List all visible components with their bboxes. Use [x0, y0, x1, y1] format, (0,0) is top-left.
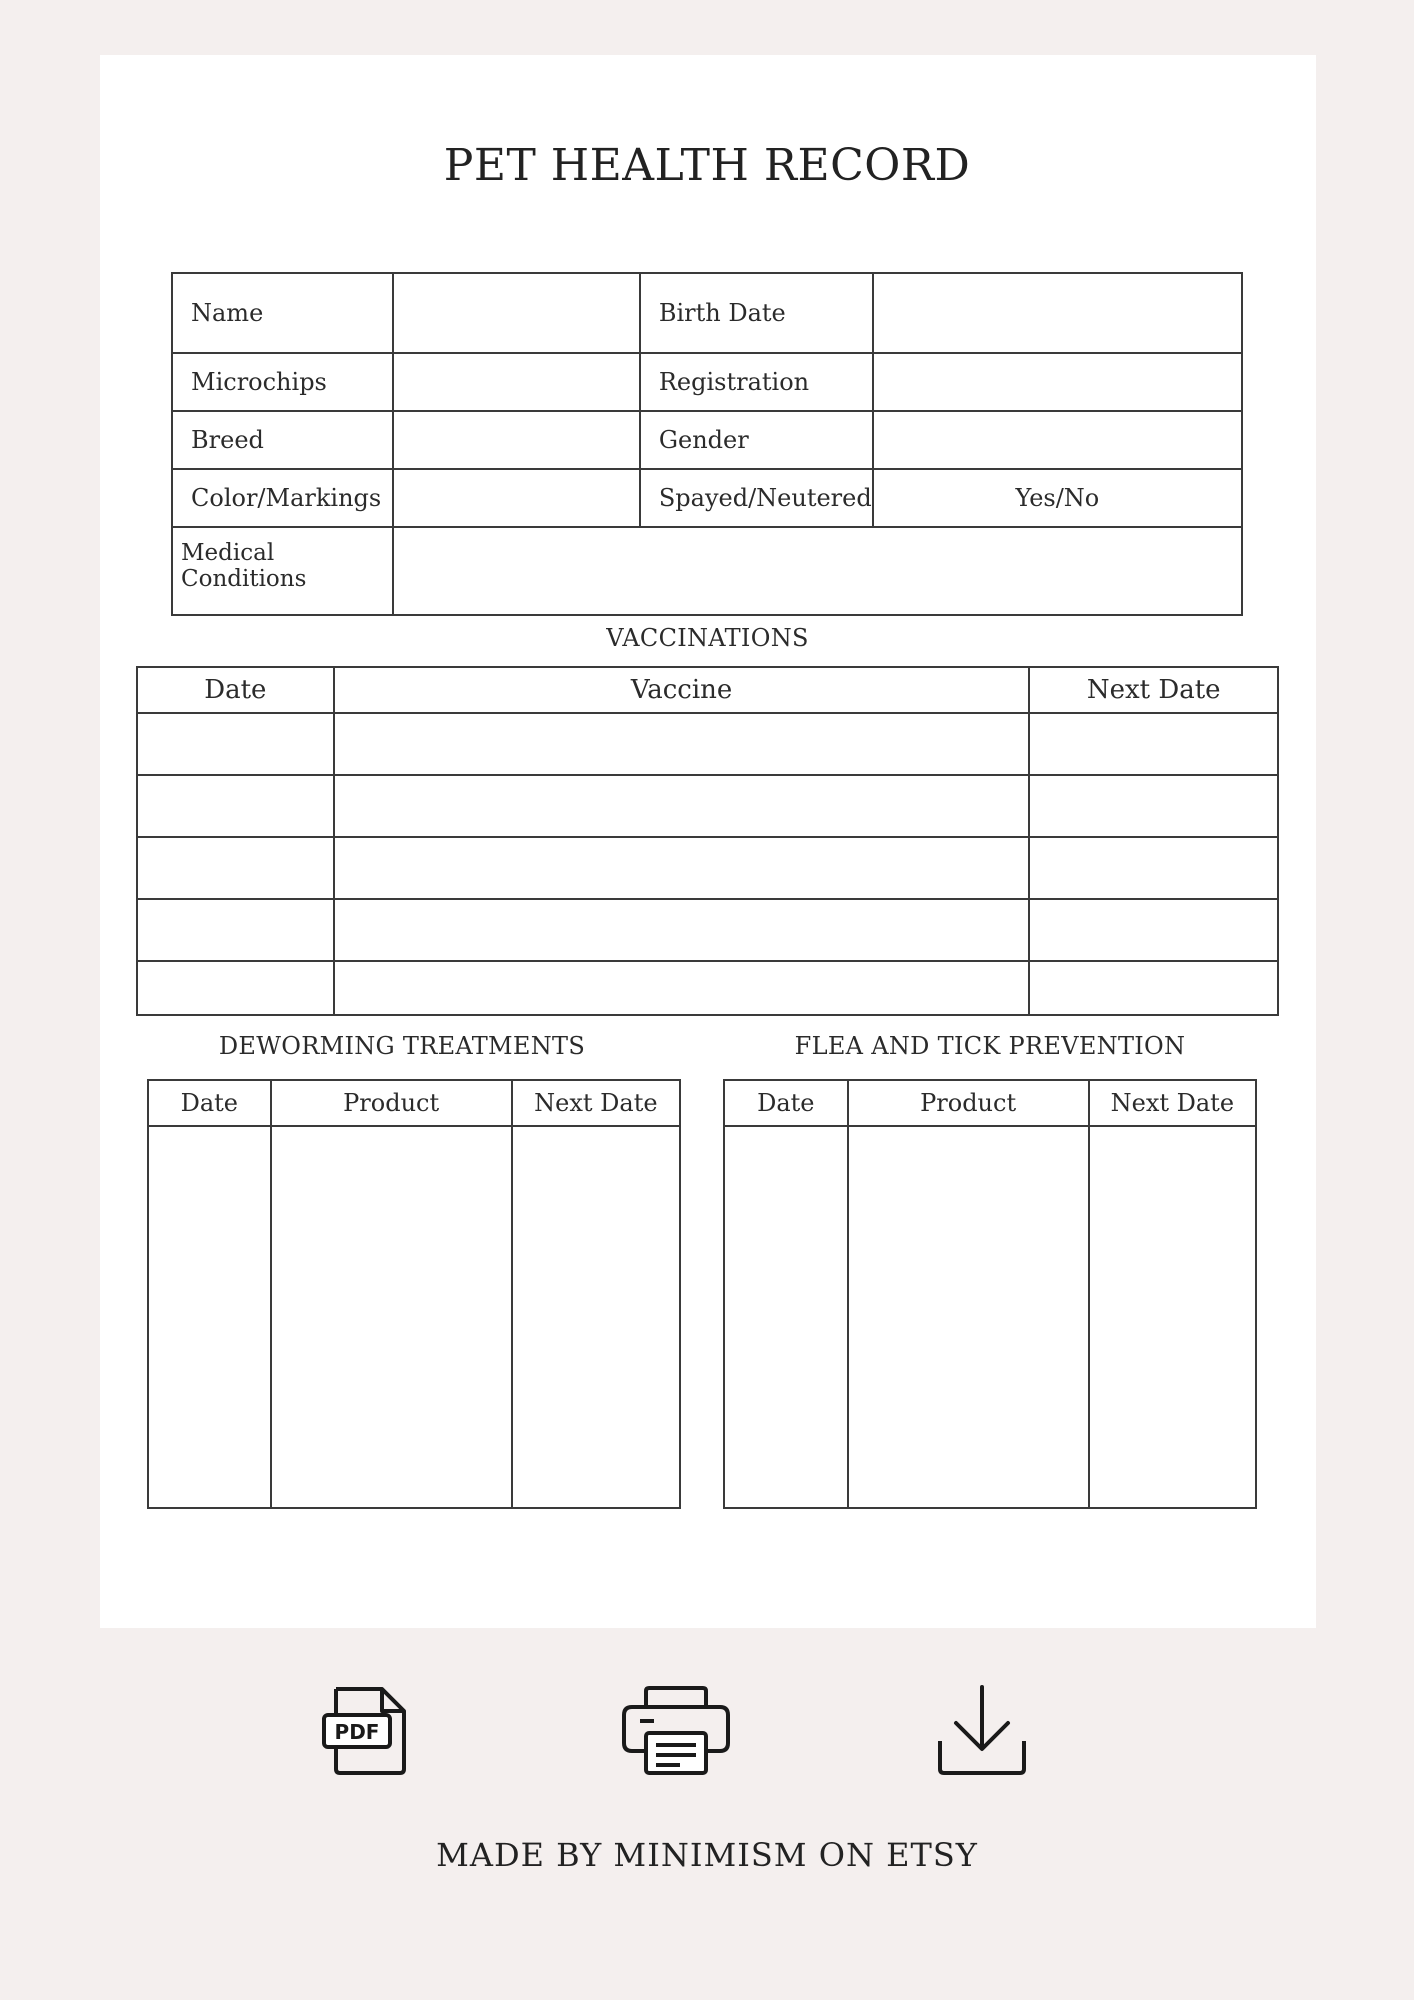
footer-credit: MADE BY MINIMISM ON ETSY — [436, 1836, 978, 1874]
feature-icons — [0, 1685, 1414, 1785]
vaccinations-title: VACCINATIONS — [606, 624, 809, 652]
vaccinations-table — [136, 666, 1279, 1016]
vacc-cell[interactable] — [1029, 775, 1278, 837]
vacc-cell[interactable] — [137, 713, 334, 775]
flea-product-cell[interactable] — [848, 1126, 1089, 1508]
flea-product-header: Product — [848, 1080, 1089, 1126]
breed-label: Breed — [172, 411, 393, 469]
birth-date-field[interactable] — [873, 273, 1242, 353]
table-row — [137, 961, 1278, 1015]
vacc-vaccine-header: Vaccine — [334, 667, 1030, 713]
medical-conditions-field[interactable] — [393, 527, 1242, 615]
deworming-table — [147, 1079, 681, 1509]
vacc-cell[interactable] — [334, 899, 1030, 961]
pet-info-table — [171, 272, 1243, 616]
deworm-date-header: Date — [148, 1080, 271, 1126]
flea-next-date-header: Next Date — [1089, 1080, 1256, 1126]
microchips-label: Microchips — [172, 353, 393, 411]
medical-conditions-label: Medical Conditions — [172, 527, 393, 615]
color-markings-field[interactable] — [393, 469, 640, 527]
vacc-cell[interactable] — [1029, 961, 1278, 1015]
spayed-neutered-field[interactable]: Yes/No — [873, 469, 1242, 527]
birth-date-label: Birth Date — [640, 273, 873, 353]
vacc-date-header: Date — [137, 667, 334, 713]
vacc-cell[interactable] — [1029, 899, 1278, 961]
vacc-cell[interactable] — [334, 961, 1030, 1015]
vacc-cell[interactable] — [137, 899, 334, 961]
download-icon — [936, 1685, 1028, 1777]
color-markings-label: Color/Markings — [172, 469, 393, 527]
deworm-date-cell[interactable] — [148, 1126, 271, 1508]
gender-field[interactable] — [873, 411, 1242, 469]
gender-label: Gender — [640, 411, 873, 469]
registration-label: Registration — [640, 353, 873, 411]
vacc-cell[interactable] — [137, 775, 334, 837]
printer-icon — [620, 1685, 732, 1777]
vacc-cell[interactable] — [1029, 837, 1278, 899]
vacc-cell[interactable] — [334, 837, 1030, 899]
deworm-next-date-header: Next Date — [512, 1080, 680, 1126]
vacc-cell[interactable] — [334, 775, 1030, 837]
pdf-icon — [322, 1685, 414, 1777]
vacc-next-date-header: Next Date — [1029, 667, 1278, 713]
table-row — [137, 837, 1278, 899]
vacc-cell[interactable] — [1029, 713, 1278, 775]
flea-next-date-cell[interactable] — [1089, 1126, 1256, 1508]
page-title: PET HEALTH RECORD — [443, 140, 971, 191]
table-row — [137, 899, 1278, 961]
vacc-cell[interactable] — [334, 713, 1030, 775]
vacc-cell[interactable] — [137, 961, 334, 1015]
microchips-field[interactable] — [393, 353, 640, 411]
deworm-next-date-cell[interactable] — [512, 1126, 680, 1508]
flea-date-header: Date — [724, 1080, 848, 1126]
table-row — [137, 713, 1278, 775]
flea-tick-table — [723, 1079, 1257, 1509]
breed-field[interactable] — [393, 411, 640, 469]
name-field[interactable] — [393, 273, 640, 353]
deworming-title: DEWORMING TREATMENTS — [218, 1032, 586, 1060]
registration-field[interactable] — [873, 353, 1242, 411]
spayed-neutered-label: Spayed/Neutered — [640, 469, 873, 527]
svg-text:PDF: PDF — [334, 1720, 380, 1744]
deworm-product-header: Product — [271, 1080, 512, 1126]
vacc-cell[interactable] — [137, 837, 334, 899]
flea-tick-title: FLEA AND TICK PREVENTION — [794, 1032, 1186, 1060]
table-row — [148, 1126, 680, 1508]
name-label: Name — [172, 273, 393, 353]
table-row — [137, 775, 1278, 837]
table-row — [724, 1126, 1256, 1508]
flea-date-cell[interactable] — [724, 1126, 848, 1508]
deworm-product-cell[interactable] — [271, 1126, 512, 1508]
